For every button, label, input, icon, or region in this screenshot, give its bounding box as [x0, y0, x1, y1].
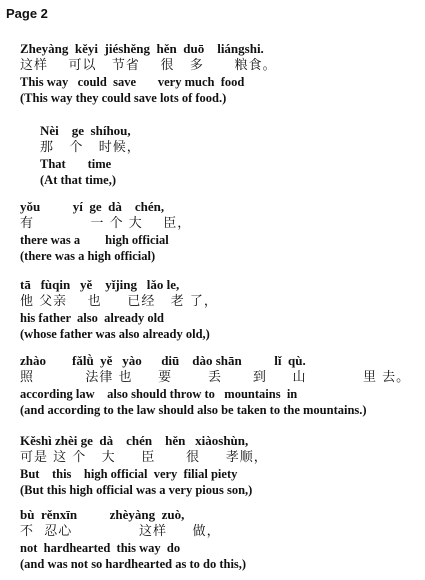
gloss-line: there was a high official: [20, 233, 169, 247]
gloss-line: But this high official very filial piety: [20, 467, 238, 481]
gloss-line: That time: [40, 157, 112, 171]
hanzi-line: 有 一 个 大 臣，: [20, 216, 192, 231]
pinyin-line: bù rěnxīn zhèyàng zuò,: [20, 507, 185, 522]
pinyin-line: Zheyàng kěyi jiéshěng hěn duō liángshi.: [20, 41, 264, 56]
gloss-line: according law also should throw to mountains in: [20, 387, 298, 401]
gloss-line: not hardhearted this way do: [20, 541, 181, 555]
translation-line: (This way they could save lots of food.): [20, 91, 227, 105]
page-number: Page 2: [6, 6, 48, 21]
translation-line: (and was not so hardhearted as to do this,): [20, 557, 247, 571]
translation-line: (there was a high official): [20, 249, 156, 263]
pinyin-line: Nèi ge shíhou,: [40, 123, 131, 138]
hanzi-line: 照 法律 也 要 丢 到 山 里 去。: [20, 370, 411, 385]
translation-line: (and according to the law should also be taken to the mountains.): [20, 403, 367, 417]
hanzi-line: 他 父亲 也 已经 老 了，: [20, 294, 218, 309]
translation-line: (At that time,): [40, 173, 117, 187]
pinyin-line: Kěshì zhèi ge dà chén hěn xiàoshùn,: [20, 433, 249, 448]
hanzi-line: 可是 这 个 大 臣 很 孝顺，: [20, 450, 268, 465]
hanzi-line: 这样 可以 节省 很 多 粮食。: [20, 58, 277, 73]
gloss-line: This way could save very much food: [20, 75, 245, 89]
gloss-line: his father also already old: [20, 311, 164, 325]
hanzi-line: 不 忍心 这样 做，: [20, 524, 221, 539]
pinyin-line: yǒu yí ge dà chén,: [20, 199, 165, 214]
translation-line: (But this high official was a very pious son,): [20, 483, 253, 497]
pinyin-line: zhào fǎlǜ yě yào diū dào shān lǐ qù.: [20, 353, 306, 368]
pinyin-line: tā fùqin yě yǐjing lǎo le,: [20, 277, 180, 292]
translation-line: (whose father was also already old,): [20, 327, 210, 341]
hanzi-line: 那 个 时候，: [40, 140, 141, 155]
